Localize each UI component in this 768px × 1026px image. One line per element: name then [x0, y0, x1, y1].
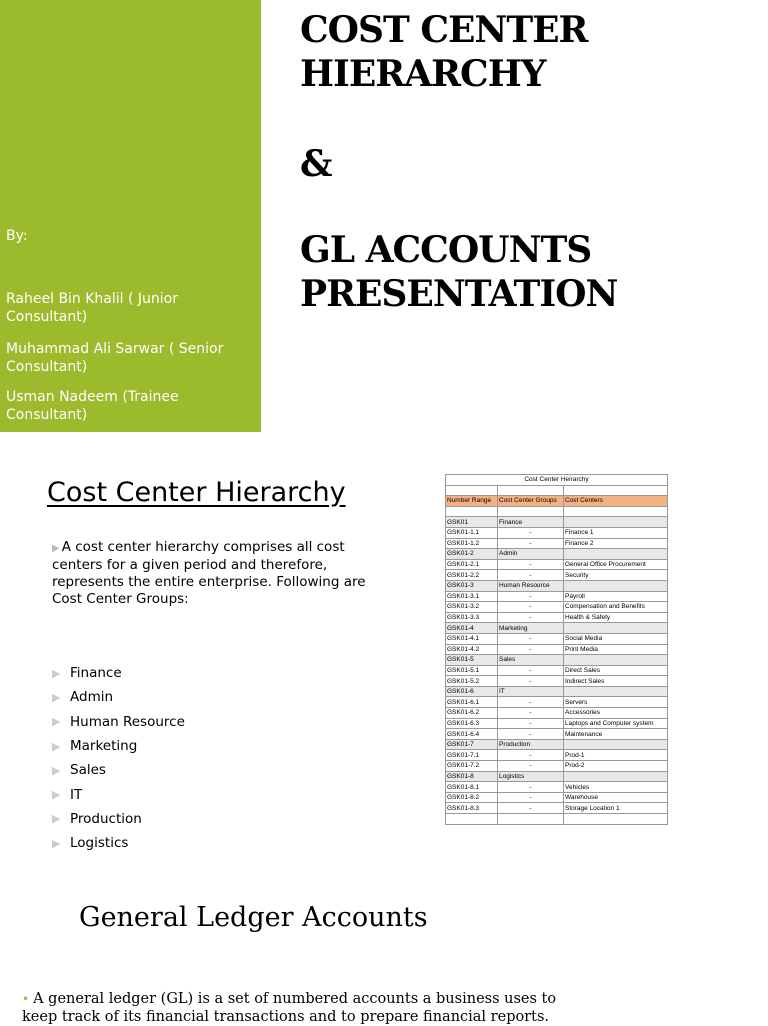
table-row: [446, 676, 668, 687]
group-list-item: [52, 782, 185, 806]
table-cell: Print Media: [564, 644, 668, 655]
cost-center-group-list: [52, 661, 185, 855]
author-panel: [0, 0, 261, 432]
table-row: [446, 623, 668, 634]
table-cell: [564, 771, 668, 782]
intro-text: A cost center hierarchy comprises all cost centers for a given period and therefore, represents the entire enterprise. Following are Cost Center Groups:: [52, 539, 366, 607]
bullet-triangle-icon: ▶: [52, 666, 61, 680]
table-row: [446, 591, 668, 602]
table-cell: IT: [498, 686, 564, 697]
table-cell: Sales: [498, 655, 564, 666]
table-cell: Admin: [498, 549, 564, 560]
group-label: IT: [70, 786, 83, 803]
table-cell: Prod-2: [564, 761, 668, 772]
table-cell: GSK01-7.1: [446, 750, 498, 761]
table-cell: -: [498, 612, 564, 623]
table-cell: [446, 506, 498, 517]
table-cell: Maintenance: [564, 729, 668, 740]
table-cell: [498, 814, 564, 825]
table-caption-row: [446, 475, 668, 486]
table-cell: -: [498, 538, 564, 549]
table-cell: Finance 2: [564, 538, 668, 549]
table-cell: -: [498, 803, 564, 814]
by-label: By:: [6, 228, 28, 244]
table-cell: [564, 506, 668, 517]
title-line-1: COST CENTER: [300, 9, 588, 51]
bullet-triangle-icon: ▶: [52, 715, 61, 729]
table-cell: [498, 485, 564, 496]
table-cell: [564, 485, 668, 496]
group-list-item: [52, 685, 185, 709]
table-row: [446, 718, 668, 729]
table-row: [446, 803, 668, 814]
table-cell: Number Range: [446, 496, 498, 507]
table-cell: Direct Sales: [564, 665, 668, 676]
group-label: Marketing: [70, 738, 138, 755]
group-label: Production: [70, 810, 142, 827]
title-line-3: GL ACCOUNTS: [300, 229, 592, 271]
table-cell: -: [498, 676, 564, 687]
table-row: [446, 549, 668, 560]
bullet-triangle-icon: ▶: [52, 690, 61, 704]
table-cell: Finance 1: [564, 527, 668, 538]
group-list-item: [52, 758, 185, 782]
bullet-triangle-icon: ▶: [52, 739, 61, 753]
table-cell: GSK01-1.2: [446, 538, 498, 549]
subtitle-block: [300, 228, 617, 316]
bullet-triangle-icon: ▶: [52, 788, 61, 802]
table-cell: -: [498, 750, 564, 761]
table-cell: GSK01-3.3: [446, 612, 498, 623]
table-cell: GSK01-1.1: [446, 527, 498, 538]
table-row: [446, 739, 668, 750]
intro-paragraph: [52, 539, 372, 608]
table-cell: Production: [498, 739, 564, 750]
table-cell: [564, 517, 668, 528]
table-row: [446, 612, 668, 623]
table-cell: GSK01-4: [446, 623, 498, 634]
table-cell: -: [498, 591, 564, 602]
slide-title: Cost Center Hierarchy: [47, 477, 346, 508]
table-cell: Accessories: [564, 708, 668, 719]
table-cell: GSK01-7: [446, 739, 498, 750]
bullet-triangle-icon: ▶: [52, 543, 60, 554]
table-row: [446, 538, 668, 549]
table-row: [446, 761, 668, 772]
table-cell: GSK01-5: [446, 655, 498, 666]
table-cell: [564, 623, 668, 634]
table-cell: Prod-1: [564, 750, 668, 761]
table-cell: Vehicles: [564, 782, 668, 793]
table-cell: -: [498, 527, 564, 538]
group-label: Human Resource: [70, 713, 185, 730]
table-cell: GSK01-6.2: [446, 708, 498, 719]
table-cell: Compensation and Benefits: [564, 602, 668, 613]
table-cell: -: [498, 761, 564, 772]
table-cell: GSK01-2: [446, 549, 498, 560]
slide-title: General Ledger Accounts: [79, 902, 428, 933]
group-label: Logistics: [70, 835, 129, 852]
table-row: [446, 792, 668, 803]
table-cell: Servers: [564, 697, 668, 708]
table-cell: Cost Center Groups: [498, 496, 564, 507]
table-cell: GSK01-4.2: [446, 644, 498, 655]
table-cell: [564, 739, 668, 750]
table-cell: -: [498, 602, 564, 613]
table-cell: -: [498, 782, 564, 793]
table-cell: -: [498, 644, 564, 655]
table-cell: [564, 549, 668, 560]
table-cell: Marketing: [498, 623, 564, 634]
table-cell: Health & Safety: [564, 612, 668, 623]
table-cell: Storage Location 1: [564, 803, 668, 814]
group-list-item: [52, 831, 185, 855]
table-cell: GSK01-2.2: [446, 570, 498, 581]
title-ampersand: &: [300, 143, 333, 185]
title-line-4: PRESENTATION: [300, 273, 618, 315]
table-row: [446, 527, 668, 538]
table-cell: GSK01-3.2: [446, 602, 498, 613]
table-cell: GSK01: [446, 517, 498, 528]
table-row: [446, 633, 668, 644]
table-cell: [564, 655, 668, 666]
author-2: Muhammad Ali Sarwar ( Senior Consultant): [6, 341, 224, 375]
table-cell: GSK01-8: [446, 771, 498, 782]
table-cell: GSK01-8.1: [446, 782, 498, 793]
table-cell: GSK01-4.1: [446, 633, 498, 644]
table-row: [446, 782, 668, 793]
group-list-item: [52, 710, 185, 734]
table-cell: Social Media: [564, 633, 668, 644]
table-cell: GSK01-5.1: [446, 665, 498, 676]
table-row: [446, 602, 668, 613]
group-label: Sales: [70, 762, 106, 779]
bullet-triangle-icon: ▶: [52, 812, 61, 826]
table-row: [446, 570, 668, 581]
table-row: [446, 655, 668, 666]
main-title: [300, 8, 760, 96]
table-cell: -: [498, 665, 564, 676]
table-row: [446, 644, 668, 655]
author-3: Usman Nadeem (Trainee Consultant): [6, 389, 179, 423]
table-cell: GSK01-8.3: [446, 803, 498, 814]
gl-text: A general ledger (GL) is a set of numbered accounts a business uses to keep track of its financial transactions and to prepare financial reports.: [22, 991, 557, 1025]
gl-accounts-slide: [0, 880, 768, 1024]
table-cell: GSK01-6.1: [446, 697, 498, 708]
table-cell: Finance: [498, 517, 564, 528]
table-cell: GSK01-6.4: [446, 729, 498, 740]
table-cell: GSK01-8.2: [446, 792, 498, 803]
table-cell: GSK01-7.2: [446, 761, 498, 772]
table-cell: [498, 506, 564, 517]
table-cell: GSK01-5.2: [446, 676, 498, 687]
table-cell: -: [498, 792, 564, 803]
table-cell: GSK01-2.1: [446, 559, 498, 570]
table-cell: -: [498, 718, 564, 729]
table-cell: Cost Center Heirarchy: [446, 475, 668, 486]
group-label: Admin: [70, 689, 114, 706]
table-row: [446, 697, 668, 708]
table-row: [446, 665, 668, 676]
table-cell: [564, 814, 668, 825]
bullet-triangle-icon: ▶: [52, 836, 61, 850]
table-cell: Human Resource: [498, 580, 564, 591]
table-cell: Security: [564, 570, 668, 581]
table-row: [446, 686, 668, 697]
table-cell: -: [498, 570, 564, 581]
table-spacer-row: [446, 506, 668, 517]
table-cell: -: [498, 708, 564, 719]
table-row: [446, 729, 668, 740]
table-cell: GSK01-6: [446, 686, 498, 697]
author-1: Raheel Bin Khalil ( Junior Consultant): [6, 291, 179, 325]
bullet-triangle-icon: ▶: [52, 763, 61, 777]
group-list-item: [52, 807, 185, 831]
table-header-row: [446, 496, 668, 507]
table-cell: -: [498, 697, 564, 708]
table-cell: Laptops and Computer system: [564, 718, 668, 729]
table-cell: [446, 814, 498, 825]
group-list-item: [52, 734, 185, 758]
group-label: Finance: [70, 665, 122, 682]
table-cell: Indirect Sales: [564, 676, 668, 687]
table-cell: [564, 580, 668, 591]
table-spacer-row: [446, 814, 668, 825]
table-row: [446, 580, 668, 591]
table-cell: Logistics: [498, 771, 564, 782]
title-line-2: HIERARCHY: [300, 53, 546, 95]
table-row: [446, 771, 668, 782]
table-cell: -: [498, 633, 564, 644]
cost-center-slide: [0, 447, 768, 867]
table-cell: Cost Centers: [564, 496, 668, 507]
table-cell: Payroll: [564, 591, 668, 602]
title-slide: [0, 0, 768, 432]
table-cell: -: [498, 559, 564, 570]
table-cell: GSK01-3: [446, 580, 498, 591]
bullet-dot-icon: •: [22, 992, 30, 1006]
table-cell: [564, 686, 668, 697]
cost-center-table-image: [445, 474, 667, 825]
table-row: [446, 708, 668, 719]
table-cell: GSK01-3.1: [446, 591, 498, 602]
table-cell: [446, 485, 498, 496]
table-row: [446, 559, 668, 570]
group-list-item: [52, 661, 185, 685]
gl-paragraph: [22, 990, 562, 1026]
cost-center-table: [445, 474, 668, 825]
table-cell: Warehouse: [564, 792, 668, 803]
table-cell: GSK01-6.3: [446, 718, 498, 729]
table-cell: -: [498, 729, 564, 740]
table-row: [446, 750, 668, 761]
table-cell: General Office Procurement: [564, 559, 668, 570]
table-row: [446, 517, 668, 528]
table-spacer-row: [446, 485, 668, 496]
